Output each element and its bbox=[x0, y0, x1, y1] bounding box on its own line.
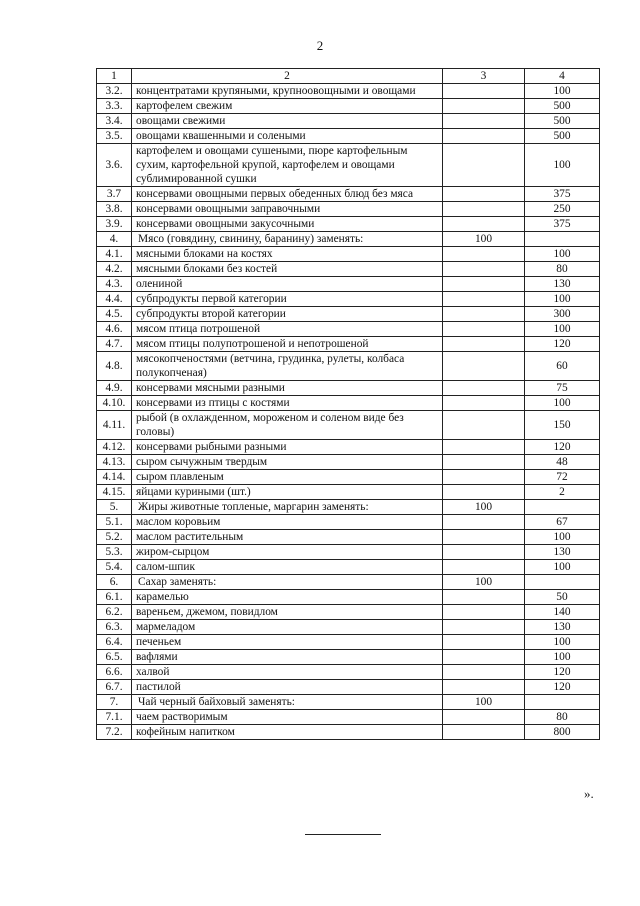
table-row bbox=[97, 277, 600, 292]
row-col3 bbox=[443, 725, 525, 740]
row-col3: 100 bbox=[443, 500, 525, 515]
row-col3 bbox=[443, 352, 525, 381]
closing-quote-mark: ». bbox=[584, 786, 594, 801]
row-name: сыром плавленым bbox=[132, 470, 443, 485]
row-number: 6.5. bbox=[97, 650, 132, 665]
table-row bbox=[97, 605, 600, 620]
row-col4: 100 bbox=[525, 292, 600, 307]
table-row bbox=[97, 352, 600, 381]
row-col3 bbox=[443, 680, 525, 695]
row-name: мясокопченостями (ветчина, грудинка, рулеты, колбаса полукопченая) bbox=[132, 352, 443, 381]
row-col4: 120 bbox=[525, 680, 600, 695]
row-name: Жиры животные топленые, маргарин заменять: bbox=[132, 500, 443, 515]
row-name: консервами овощными заправочными bbox=[132, 202, 443, 217]
header-col-2: 2 bbox=[132, 69, 443, 84]
row-col3 bbox=[443, 187, 525, 202]
row-col4: 130 bbox=[525, 277, 600, 292]
row-number: 6.3. bbox=[97, 620, 132, 635]
row-col4: 100 bbox=[525, 84, 600, 99]
row-col4: 67 bbox=[525, 515, 600, 530]
row-col3 bbox=[443, 635, 525, 650]
table-header-row bbox=[97, 69, 600, 84]
row-col4: 800 bbox=[525, 725, 600, 740]
row-name: консервами мясными разными bbox=[132, 381, 443, 396]
row-col4: 500 bbox=[525, 99, 600, 114]
row-col3 bbox=[443, 545, 525, 560]
table-row bbox=[97, 337, 600, 352]
row-name: вареньем, джемом, повидлом bbox=[132, 605, 443, 620]
table-row bbox=[97, 440, 600, 455]
row-number: 4.5. bbox=[97, 307, 132, 322]
row-col4: 120 bbox=[525, 440, 600, 455]
row-name: вафлями bbox=[132, 650, 443, 665]
table-row bbox=[97, 665, 600, 680]
table-row bbox=[97, 187, 600, 202]
table-row bbox=[97, 99, 600, 114]
row-col3 bbox=[443, 292, 525, 307]
row-col3 bbox=[443, 277, 525, 292]
table-row bbox=[97, 695, 600, 710]
row-name: яйцами куриными (шт.) bbox=[132, 485, 443, 500]
row-name: пастилой bbox=[132, 680, 443, 695]
row-col3 bbox=[443, 710, 525, 725]
row-name: жиром-сырцом bbox=[132, 545, 443, 560]
row-col3 bbox=[443, 605, 525, 620]
row-col3 bbox=[443, 144, 525, 187]
row-name: Мясо (говядину, свинину, баранину) заменять: bbox=[132, 232, 443, 247]
table-row bbox=[97, 232, 600, 247]
row-col4: 120 bbox=[525, 337, 600, 352]
row-col4: 120 bbox=[525, 665, 600, 680]
table-row bbox=[97, 680, 600, 695]
row-number: 6.4. bbox=[97, 635, 132, 650]
table-row bbox=[97, 620, 600, 635]
row-number: 3.4. bbox=[97, 114, 132, 129]
row-col3 bbox=[443, 560, 525, 575]
row-number: 6.2. bbox=[97, 605, 132, 620]
row-col3: 100 bbox=[443, 575, 525, 590]
table-row bbox=[97, 114, 600, 129]
row-name: субпродукты первой категории bbox=[132, 292, 443, 307]
row-col3 bbox=[443, 620, 525, 635]
row-number: 4.4. bbox=[97, 292, 132, 307]
row-number: 4.10. bbox=[97, 396, 132, 411]
row-col4: 140 bbox=[525, 605, 600, 620]
row-number: 7.2. bbox=[97, 725, 132, 740]
row-number: 5.2. bbox=[97, 530, 132, 545]
row-number: 4.12. bbox=[97, 440, 132, 455]
row-number: 3.2. bbox=[97, 84, 132, 99]
substitution-table bbox=[96, 68, 600, 740]
row-col3 bbox=[443, 84, 525, 99]
table-row bbox=[97, 590, 600, 605]
row-number: 4.1. bbox=[97, 247, 132, 262]
row-col4: 75 bbox=[525, 381, 600, 396]
row-name: консервами овощными первых обеденных блюд без мяса bbox=[132, 187, 443, 202]
row-col4 bbox=[525, 232, 600, 247]
header-col-1: 1 bbox=[97, 69, 132, 84]
row-number: 4.13. bbox=[97, 455, 132, 470]
row-col3 bbox=[443, 485, 525, 500]
row-name: мясными блоками без костей bbox=[132, 262, 443, 277]
table-row bbox=[97, 650, 600, 665]
row-name: консервами из птицы с костями bbox=[132, 396, 443, 411]
table-row bbox=[97, 144, 600, 187]
row-number: 4.7. bbox=[97, 337, 132, 352]
row-number: 6.7. bbox=[97, 680, 132, 695]
row-col4: 150 bbox=[525, 411, 600, 440]
header-col-4: 4 bbox=[525, 69, 600, 84]
row-number: 4.3. bbox=[97, 277, 132, 292]
row-col4: 2 bbox=[525, 485, 600, 500]
row-name: консервами овощными закусочными bbox=[132, 217, 443, 232]
table-row bbox=[97, 381, 600, 396]
row-number: 4.9. bbox=[97, 381, 132, 396]
row-name: маслом коровьим bbox=[132, 515, 443, 530]
row-number: 3.6. bbox=[97, 144, 132, 187]
row-name: рыбой (в охлажденном, мороженом и соленом виде без головы) bbox=[132, 411, 443, 440]
row-col4: 300 bbox=[525, 307, 600, 322]
row-col3 bbox=[443, 381, 525, 396]
row-col3 bbox=[443, 202, 525, 217]
row-name: чаем растворимым bbox=[132, 710, 443, 725]
row-name: печеньем bbox=[132, 635, 443, 650]
row-col4: 100 bbox=[525, 396, 600, 411]
row-number: 3.7 bbox=[97, 187, 132, 202]
row-number: 4. bbox=[97, 232, 132, 247]
row-number: 4.8. bbox=[97, 352, 132, 381]
table-row bbox=[97, 635, 600, 650]
row-col4: 100 bbox=[525, 144, 600, 187]
page-number: 2 bbox=[316, 38, 324, 53]
row-col3 bbox=[443, 396, 525, 411]
row-col4: 500 bbox=[525, 114, 600, 129]
row-col3 bbox=[443, 322, 525, 337]
table-row bbox=[97, 217, 600, 232]
row-col4: 130 bbox=[525, 620, 600, 635]
row-name: картофелем свежим bbox=[132, 99, 443, 114]
row-col3 bbox=[443, 337, 525, 352]
table-row bbox=[97, 500, 600, 515]
table-row bbox=[97, 710, 600, 725]
row-name: сыром сычужным твердым bbox=[132, 455, 443, 470]
table-row bbox=[97, 202, 600, 217]
row-name: овощами свежими bbox=[132, 114, 443, 129]
row-name: мясом птица потрошеной bbox=[132, 322, 443, 337]
row-col3 bbox=[443, 262, 525, 277]
row-number: 7.1. bbox=[97, 710, 132, 725]
row-col4: 100 bbox=[525, 322, 600, 337]
row-col3 bbox=[443, 515, 525, 530]
row-name: консервами рыбными разными bbox=[132, 440, 443, 455]
row-col4: 60 bbox=[525, 352, 600, 381]
row-number: 5. bbox=[97, 500, 132, 515]
row-col4 bbox=[525, 695, 600, 710]
row-name: мясом птицы полупотрошеной и непотрошеной bbox=[132, 337, 443, 352]
row-number: 3.5. bbox=[97, 129, 132, 144]
row-col3 bbox=[443, 129, 525, 144]
row-name: маслом растительным bbox=[132, 530, 443, 545]
row-col4: 500 bbox=[525, 129, 600, 144]
table-row bbox=[97, 247, 600, 262]
table-row bbox=[97, 411, 600, 440]
row-number: 6. bbox=[97, 575, 132, 590]
row-col4: 100 bbox=[525, 530, 600, 545]
table-row bbox=[97, 396, 600, 411]
row-col3 bbox=[443, 99, 525, 114]
row-col3 bbox=[443, 530, 525, 545]
table-row bbox=[97, 307, 600, 322]
row-col4 bbox=[525, 575, 600, 590]
table-row bbox=[97, 545, 600, 560]
row-col3 bbox=[443, 307, 525, 322]
row-name: олениной bbox=[132, 277, 443, 292]
row-name: картофелем и овощами сушеными, пюре картофельным сухим, картофельной крупой, картофелем и овощами сублимированной сушки bbox=[132, 144, 443, 187]
row-col3 bbox=[443, 440, 525, 455]
row-number: 4.6. bbox=[97, 322, 132, 337]
end-rule bbox=[305, 834, 381, 835]
row-number: 6.1. bbox=[97, 590, 132, 605]
row-col4 bbox=[525, 500, 600, 515]
row-name: мясными блоками на костях bbox=[132, 247, 443, 262]
table-row bbox=[97, 262, 600, 277]
row-number: 3.8. bbox=[97, 202, 132, 217]
row-col4: 250 bbox=[525, 202, 600, 217]
table-row bbox=[97, 515, 600, 530]
row-number: 4.15. bbox=[97, 485, 132, 500]
table-row bbox=[97, 470, 600, 485]
table-row bbox=[97, 129, 600, 144]
row-col3 bbox=[443, 650, 525, 665]
row-number: 5.1. bbox=[97, 515, 132, 530]
row-col4: 130 bbox=[525, 545, 600, 560]
row-col4: 100 bbox=[525, 560, 600, 575]
row-name: мармеладом bbox=[132, 620, 443, 635]
row-col3 bbox=[443, 590, 525, 605]
row-number: 7. bbox=[97, 695, 132, 710]
table-body bbox=[97, 69, 600, 740]
row-number: 4.2. bbox=[97, 262, 132, 277]
row-name: концентратами крупяными, крупноовощными и овощами bbox=[132, 84, 443, 99]
row-number: 5.4. bbox=[97, 560, 132, 575]
row-number: 3.3. bbox=[97, 99, 132, 114]
table-row bbox=[97, 725, 600, 740]
row-col4: 80 bbox=[525, 262, 600, 277]
row-name: субпродукты второй категории bbox=[132, 307, 443, 322]
table-row bbox=[97, 292, 600, 307]
row-number: 5.3. bbox=[97, 545, 132, 560]
table-row bbox=[97, 455, 600, 470]
row-col3 bbox=[443, 665, 525, 680]
row-col3: 100 bbox=[443, 232, 525, 247]
table-row bbox=[97, 560, 600, 575]
row-col4: 50 bbox=[525, 590, 600, 605]
row-col4: 80 bbox=[525, 710, 600, 725]
row-number: 6.6. bbox=[97, 665, 132, 680]
row-col3 bbox=[443, 455, 525, 470]
row-number: 4.11. bbox=[97, 411, 132, 440]
row-col4: 100 bbox=[525, 247, 600, 262]
row-col4: 100 bbox=[525, 635, 600, 650]
row-col3 bbox=[443, 217, 525, 232]
row-number: 4.14. bbox=[97, 470, 132, 485]
row-col4: 375 bbox=[525, 187, 600, 202]
table-row bbox=[97, 530, 600, 545]
row-name: кофейным напитком bbox=[132, 725, 443, 740]
row-col4: 72 bbox=[525, 470, 600, 485]
table-row bbox=[97, 322, 600, 337]
row-name: салом-шпик bbox=[132, 560, 443, 575]
row-col4: 100 bbox=[525, 650, 600, 665]
row-col4: 375 bbox=[525, 217, 600, 232]
header-col-3: 3 bbox=[443, 69, 525, 84]
row-col3 bbox=[443, 470, 525, 485]
row-col4: 48 bbox=[525, 455, 600, 470]
table-row bbox=[97, 575, 600, 590]
row-name: Чай черный байховый заменять: bbox=[132, 695, 443, 710]
row-name: овощами квашенными и солеными bbox=[132, 129, 443, 144]
table-row bbox=[97, 485, 600, 500]
row-name: Сахар заменять: bbox=[132, 575, 443, 590]
table-row bbox=[97, 84, 600, 99]
row-name: халвой bbox=[132, 665, 443, 680]
row-col3 bbox=[443, 247, 525, 262]
row-col3 bbox=[443, 114, 525, 129]
row-name: карамелью bbox=[132, 590, 443, 605]
row-col3 bbox=[443, 411, 525, 440]
row-number: 3.9. bbox=[97, 217, 132, 232]
row-col3: 100 bbox=[443, 695, 525, 710]
